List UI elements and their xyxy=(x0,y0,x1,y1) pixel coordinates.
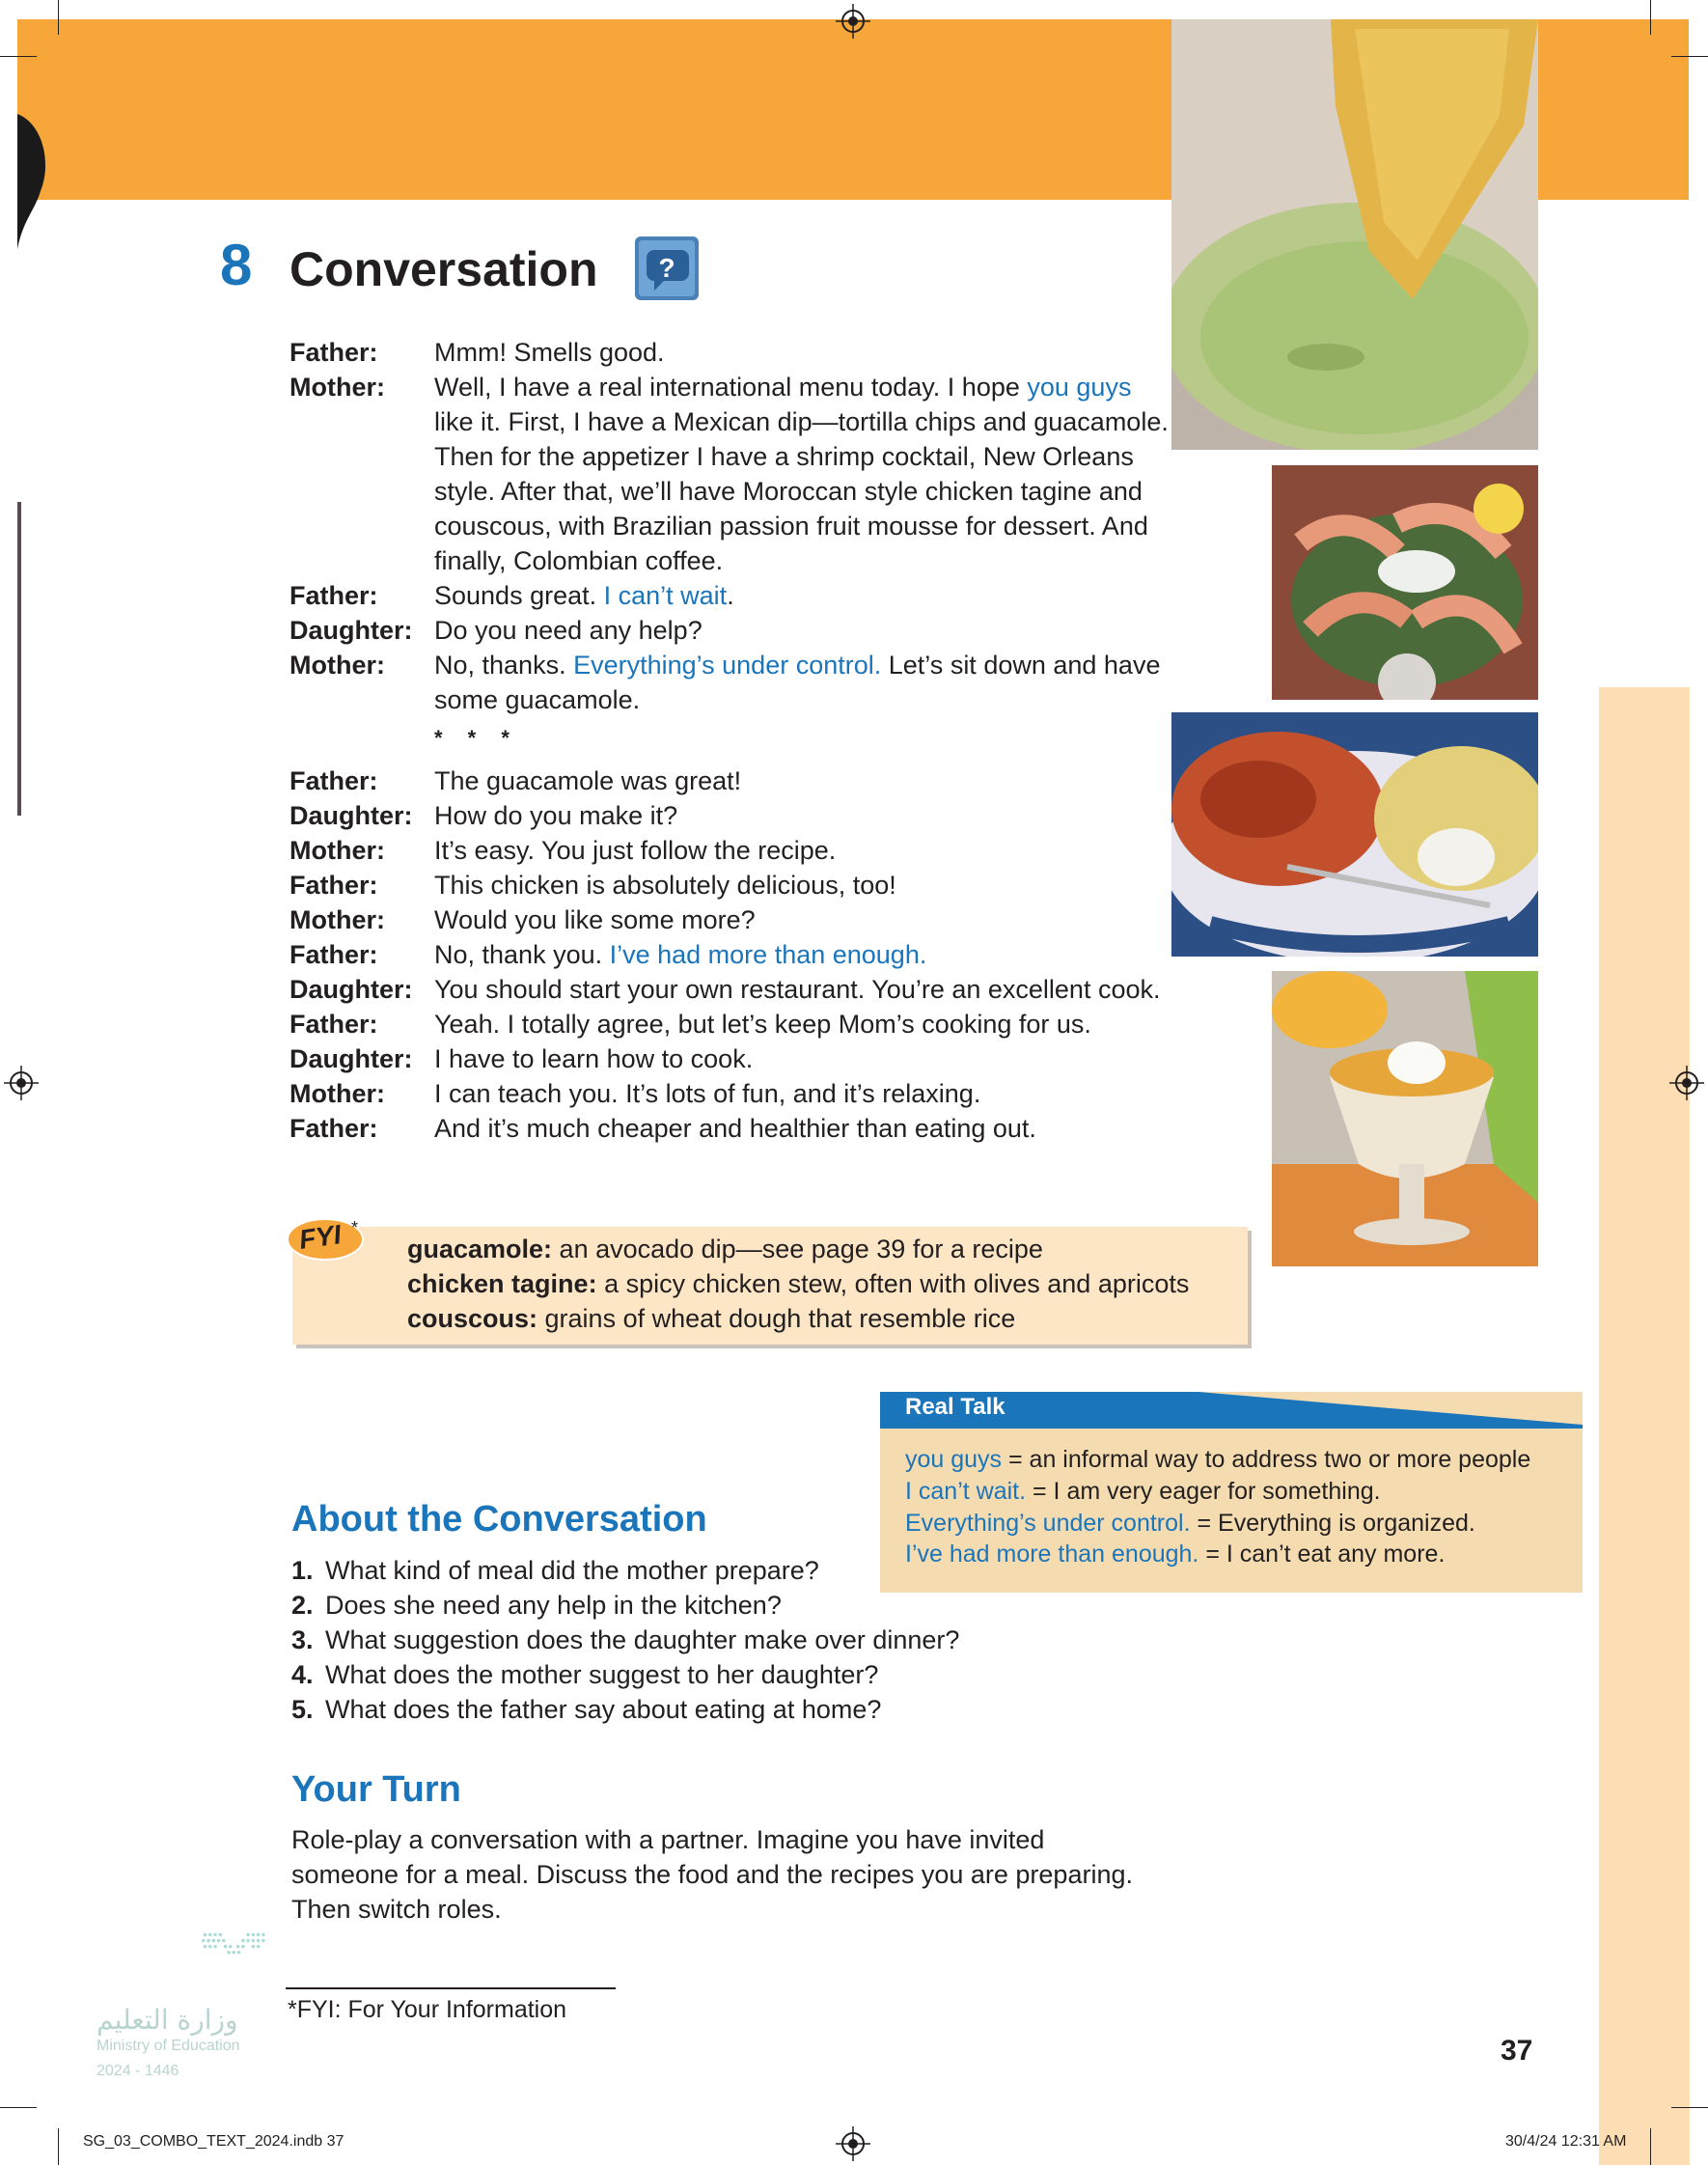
registration-mark-icon xyxy=(836,4,870,39)
footnote: *FYI: For Your Information xyxy=(288,1996,567,2023)
speech-segment: No, thank you. xyxy=(434,940,610,969)
ministry-logo-icon xyxy=(96,1930,347,1998)
speaker-name: Daughter: xyxy=(289,1044,413,1073)
dialogue-line xyxy=(289,1111,1177,1146)
speech-segment: Sounds great. xyxy=(434,581,604,610)
speech-text xyxy=(434,798,1177,833)
speech-text xyxy=(434,833,1177,868)
speech-segment: . xyxy=(727,581,734,610)
crop-mark xyxy=(58,2128,59,2165)
dialogue-line xyxy=(289,335,1177,370)
svg-text:?: ? xyxy=(658,253,675,283)
speaker-name: Daughter: xyxy=(289,801,413,830)
crop-mark xyxy=(0,2107,37,2108)
passion-fruit-mousse-photo xyxy=(1272,971,1538,1266)
dialogue xyxy=(289,335,1177,1146)
dialogue-line xyxy=(289,578,1177,613)
speech-segment: No, thanks. xyxy=(434,651,574,680)
real-talk-title: Real Talk xyxy=(905,1394,1006,1420)
fyi-badge-label: FYI xyxy=(296,1219,344,1255)
speaker-name: Daughter: xyxy=(289,616,413,645)
speech-text xyxy=(434,763,1177,798)
dialogue-line xyxy=(289,902,1177,937)
speech-text xyxy=(434,648,1177,717)
dialogue-line xyxy=(289,833,1177,868)
section-title: Conversation xyxy=(289,242,598,296)
question-text: What suggestion does the daughter make over dinner? xyxy=(325,1625,960,1654)
left-edge-bar xyxy=(17,502,21,816)
question-number: 3. xyxy=(291,1625,314,1654)
speaker-name: Father: xyxy=(289,338,378,367)
speaker-name: Mother: xyxy=(289,836,385,865)
dialogue-line xyxy=(289,972,1177,1007)
speech-segment: This chicken is absolutely delicious, too! xyxy=(434,871,896,900)
speech-text xyxy=(434,937,1177,972)
speech-text xyxy=(434,370,1177,578)
speech-text xyxy=(434,613,1177,648)
speaker-name: Father: xyxy=(289,1114,378,1143)
dialogue-line xyxy=(289,1041,1177,1076)
dialogue-line xyxy=(289,1076,1177,1111)
real-talk-item xyxy=(905,1444,1530,1475)
speech-segment: And it’s much cheaper and healthier than eating out. xyxy=(434,1114,1036,1143)
speech-segment: Would you like some more? xyxy=(434,905,756,934)
speech-segment: You should start your own restaurant. You’re an excellent cook. xyxy=(434,975,1161,1004)
question-number: 5. xyxy=(291,1695,314,1724)
speech-text xyxy=(434,902,1177,937)
your-turn-text: Role-play a conversation with a partner. Imagine you have invited someone for a meal. Discuss the food and the recipes you are preparing. Then switch roles. xyxy=(291,1825,1133,1924)
fyi-term: guacamole: xyxy=(407,1235,553,1263)
print-slug-date: 30/4/24 12:31 AM xyxy=(1505,2133,1627,2150)
speech-segment: It’s easy. You just follow the recipe. xyxy=(434,836,837,865)
crop-mark xyxy=(0,56,37,57)
guacamole-photo xyxy=(1171,19,1538,450)
dialogue-line xyxy=(289,370,1177,578)
registration-mark-icon xyxy=(4,1066,39,1100)
fyi-definition: a spicy chicken stew, often with olives and apricots xyxy=(596,1269,1190,1298)
crop-mark xyxy=(1650,0,1651,35)
speaker-name: Mother: xyxy=(289,1079,385,1108)
question-item xyxy=(291,1625,959,1655)
speech-text xyxy=(434,972,1177,1007)
speech-segment: How do you make it? xyxy=(434,801,678,830)
shrimp-cocktail-photo xyxy=(1272,465,1538,700)
crop-mark xyxy=(1671,2107,1708,2108)
speech-segment: The guacamole was great! xyxy=(434,766,742,795)
question-text: Does she need any help in the kitchen? xyxy=(325,1591,782,1620)
fyi-item xyxy=(407,1269,1189,1299)
speaker-name: Mother: xyxy=(289,651,385,680)
speaker-name: Father: xyxy=(289,940,378,969)
real-talk-item xyxy=(905,1539,1445,1569)
crop-mark xyxy=(1650,2128,1651,2165)
dialogue-part-2 xyxy=(289,763,1177,1146)
print-slug-file: SG_03_COMBO_TEXT_2024.indb 37 xyxy=(83,2133,344,2150)
silhouette-decoration xyxy=(14,114,48,249)
chicken-tagine-photo xyxy=(1171,712,1538,957)
speech-segment: Yeah. I totally agree, but let’s keep Mom’s cooking for us. xyxy=(434,1010,1091,1039)
fyi-asterisk: * xyxy=(351,1218,359,1237)
page-number: 37 xyxy=(1501,2035,1533,2067)
real-talk-meaning: = I can’t eat any more. xyxy=(1198,1540,1446,1568)
speech-segment: Let’s sit down and have some guacamole. xyxy=(434,651,1161,714)
question-item xyxy=(291,1660,878,1690)
question-number: 4. xyxy=(291,1660,314,1689)
speech-text xyxy=(434,578,1177,613)
real-talk-meaning: = I am very eager for something. xyxy=(1026,1478,1381,1505)
ministry-english-name: Ministry of Education xyxy=(96,2038,240,2054)
crop-mark xyxy=(1671,56,1708,57)
speech-text xyxy=(434,1041,1177,1076)
ministry-year: 2024 - 1446 xyxy=(96,2063,179,2079)
fyi-definition: an avocado dip—see page 39 for a recipe xyxy=(552,1235,1043,1263)
speech-text xyxy=(434,868,1177,902)
speaker-name: Daughter: xyxy=(289,975,413,1004)
dialogue-line xyxy=(289,648,1177,717)
real-talk-item xyxy=(905,1508,1475,1539)
question-number: 2. xyxy=(291,1591,314,1620)
section-number: 8 xyxy=(220,233,253,297)
real-talk-phrase: I can’t wait. xyxy=(905,1478,1027,1505)
speaker-name: Father: xyxy=(289,766,378,795)
highlighted-phrase: I’ve had more than enough. xyxy=(609,940,927,969)
real-talk-meaning: = an informal way to address two or more people xyxy=(1002,1446,1531,1473)
speech-segment: I have to learn how to cook. xyxy=(434,1044,754,1073)
speech-text xyxy=(434,1007,1177,1041)
side-strip xyxy=(1599,687,1690,2165)
fyi-item xyxy=(407,1304,1015,1334)
speech-segment: like it. First, I have a Mexican dip—tortilla chips and guacamole. Then for the appetizer I have a shrimp cocktail, New Orleans style. After that, we’ll have Moroccan style chicken tagine and couscous, with Brazilian passion fruit mousse for dessert. And finally, Colombian coffee. xyxy=(434,407,1169,575)
dialogue-line xyxy=(289,798,1177,833)
dialogue-line xyxy=(289,613,1177,648)
about-heading: About the Conversation xyxy=(291,1499,707,1540)
ministry-arabic-name: وزارة التعليم xyxy=(96,2004,238,2036)
crop-mark xyxy=(58,0,59,35)
speaker-name: Mother: xyxy=(289,373,385,402)
highlighted-phrase: Everything’s under control. xyxy=(573,651,882,680)
scene-separator: * * * xyxy=(434,726,519,750)
real-talk-phrase: Everything’s under control. xyxy=(905,1510,1191,1537)
fyi-term: chicken tagine: xyxy=(407,1269,597,1298)
fyi-term: couscous: xyxy=(407,1304,538,1333)
fyi-definition: grains of wheat dough that resemble rice xyxy=(537,1304,1016,1333)
speech-text xyxy=(434,1076,1177,1111)
fyi-item xyxy=(407,1235,1043,1264)
real-talk-phrase: you guys xyxy=(905,1446,1003,1473)
speech-segment: Well, I have a real international menu today. I hope xyxy=(434,373,1028,402)
speech-segment: Mmm! Smells good. xyxy=(434,338,665,367)
question-text: What does the father say about eating at home? xyxy=(325,1695,882,1724)
speaker-name: Mother: xyxy=(289,905,385,934)
speech-text xyxy=(434,335,1177,370)
question-item xyxy=(291,1591,782,1621)
speech-text xyxy=(434,1111,1177,1146)
highlighted-phrase: I can’t wait xyxy=(603,581,728,610)
dialogue-line xyxy=(289,868,1177,902)
dialogue-line xyxy=(289,937,1177,972)
question-item xyxy=(291,1695,881,1725)
speech-segment: Do you need any help? xyxy=(434,616,702,645)
question-text: What kind of meal did the mother prepare? xyxy=(325,1556,819,1585)
highlighted-phrase: you guys xyxy=(1027,373,1132,402)
your-turn-heading: Your Turn xyxy=(291,1769,461,1810)
registration-mark-icon xyxy=(1669,1066,1704,1100)
speech-segment: I can teach you. It’s lots of fun, and it’s relaxing. xyxy=(434,1079,981,1108)
question-text: What does the mother suggest to her daughter? xyxy=(325,1660,879,1689)
audio-question-icon[interactable] xyxy=(635,236,699,300)
dialogue-line xyxy=(289,763,1177,798)
speaker-name: Father: xyxy=(289,1010,378,1039)
real-talk-item xyxy=(905,1476,1381,1507)
dialogue-part-1 xyxy=(289,335,1177,717)
real-talk-phrase: I’ve had more than enough. xyxy=(905,1540,1199,1568)
registration-mark-icon xyxy=(836,2126,870,2161)
question-item xyxy=(291,1556,819,1586)
question-number: 1. xyxy=(291,1556,314,1585)
real-talk-meaning: = Everything is organized. xyxy=(1190,1510,1475,1537)
speaker-name: Father: xyxy=(289,871,378,900)
dialogue-line xyxy=(289,1007,1177,1041)
speaker-name: Father: xyxy=(289,581,378,610)
